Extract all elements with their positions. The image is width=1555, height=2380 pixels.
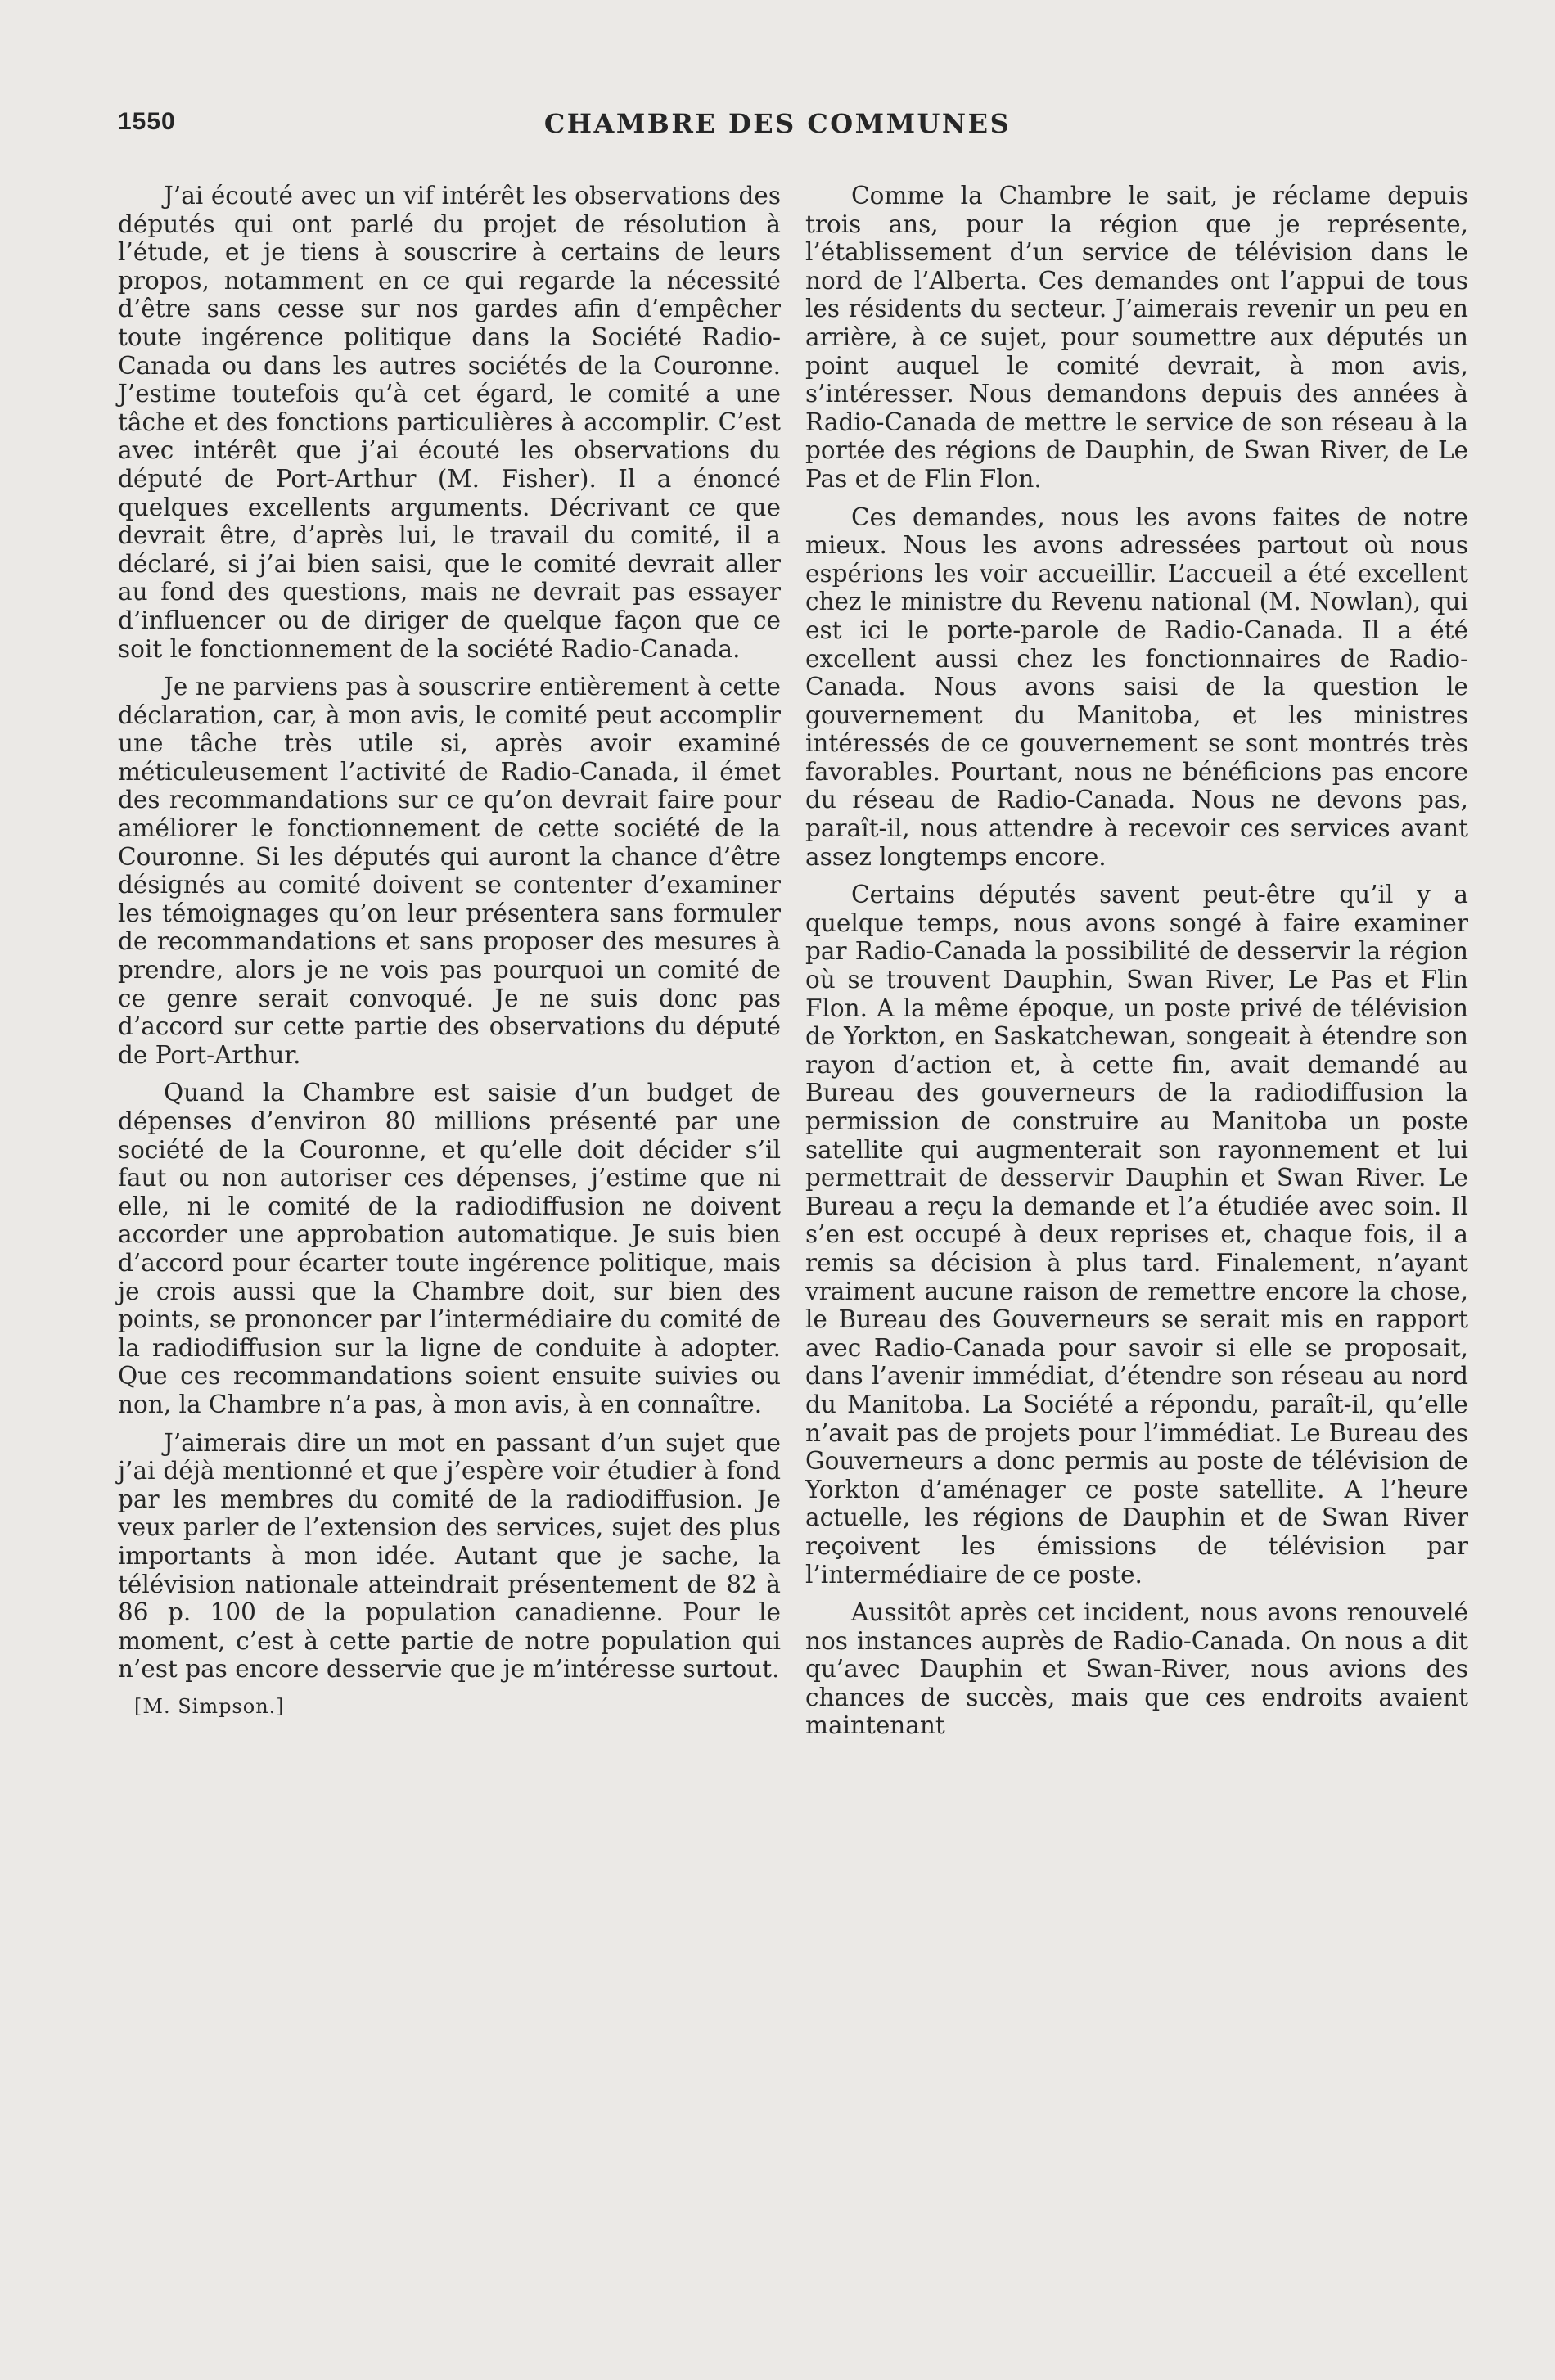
page-number: 1550 — [118, 108, 176, 135]
paragraph: Quand la Chambre est saisie d’un budget de dépenses d’environ 80 millions présenté par une société de la Couronne, et qu’elle doit décider s’il faut ou non autoriser ces dépenses, j’estime que ni elle, ni le comité de la radiodiffusion ne doivent accorder une approbation automatique. Je suis bien d’accord pour écarter toute ingérence politique, mais je crois aussi que la Chambre doit, sur bien des points, se prononcer par l’intermédiaire du comité de la radiodiffusion sur la ligne de conduite à adopter. Que ces recommandations soient ensuite suivies ou non, la Chambre n’a pas, à mon avis, à en connaître. — [118, 1079, 781, 1418]
right-column — [805, 182, 1468, 1750]
paragraph: Je ne parviens pas à souscrire entièrement à cette déclaration, car, à mon avis, le comité peut accomplir une tâche très utile si, après avoir examiné méticuleusement l’activité de Radio-Canada, il émet des recommandations sur ce qu’on devrait faire pour améliorer le fonctionnement de cette société de la Couronne. Si les députés qui auront la chance d’être désignés au comité doivent se contenter d’examiner les témoignages qu’on leur présentera sans formuler de recommandations et sans proposer des mesures à prendre, alors je ne vois pas pourquoi un comité de ce genre serait convoqué. Je ne suis donc pas d’accord sur cette partie des observations du député de Port-Arthur. — [118, 673, 781, 1069]
paragraph: Ces demandes, nous les avons faites de notre mieux. Nous les avons adressées partout où nous espérions les voir accueillir. L’accueil a été excellent chez le ministre du Revenu national (M. Nowlan), qui est ici le porte-parole de Radio-Canada. Il a été excellent aussi chez les fonctionnaires de Radio-Canada. Nous avons saisi de la question le gouvernement du Manitoba, et les ministres intéressés de ce gouvernement se sont montrés très favorables. Pourtant, nous ne bénéficions pas encore du réseau de Radio-Canada. Nous ne devons pas, paraît-il, nous attendre à recevoir ces services avant assez longtemps encore. — [805, 503, 1468, 871]
running-header — [0, 108, 1555, 147]
header-title: CHAMBRE DES COMMUNES — [543, 108, 1012, 139]
paragraph: Comme la Chambre le sait, je réclame depuis trois ans, pour la région que je représente, l’établissement d’un service de télévision dans le nord de l’Alberta. Ces demandes ont l’appui de tous les résidents du secteur. J’aimerais revenir un peu en arrière, à ce sujet, pour soumettre aux députés un point auquel le comité devrait, à mon avis, s’intéresser. Nous demandons depuis des années à Radio-Canada de mettre le service de son réseau à la portée des régions de Dauphin, de Swan River, de Le Pas et de Flin Flon. — [805, 182, 1468, 493]
speaker-note: [M. Simpson.] — [134, 1694, 285, 1718]
paragraph: Aussitôt après cet incident, nous avons renouvelé nos instances auprès de Radio-Canada. On nous a dit qu’avec Dauphin et Swan-River, nous avions des chances de succès, mais que ces endroits avaient maintenant — [805, 1598, 1468, 1740]
paragraph: Certains députés savent peut-être qu’il y a quelque temps, nous avons songé à faire examiner par Radio-Canada la possibilité de desservir la région où se trouvent Dauphin, Swan River, Le Pas et Flin Flon. A la même époque, un poste privé de télévision de Yorkton, en Saskatchewan, songeait à étendre son rayon d’action et, à cette fin, avait demandé au Bureau des gouverneurs de la radiodiffusion la permission de construire au Manitoba un poste satellite qui augmenterait son rayonnement et lui permettrait de desservir Dauphin et Swan River. Le Bureau a reçu la demande et l’a étudiée avec soin. Il s’en est occupé à deux reprises et, chaque fois, il a remis sa décision à plus tard. Finalement, n’ayant vraiment aucune raison de remettre encore la chose, le Bureau des Gouverneurs se serait mis en rapport avec Radio-Canada pour savoir si elle se proposait, dans l’avenir immédiat, d’étendre son réseau au nord du Manitoba. La Société a répondu, paraît-il, qu’elle n’avait pas de projets pour l’immédiat. Le Bureau des Gouverneurs a donc permis au poste de télévision de Yorkton d’aménager ce poste satellite. A l’heure actuelle, les régions de Dauphin et de Swan River reçoivent les émissions de télévision par l’intermédiaire de ce poste. — [805, 881, 1468, 1589]
paragraph: J’ai écouté avec un vif intérêt les observations des députés qui ont parlé du projet de résolution à l’étude, et je tiens à souscrire à certains de leurs propos, notamment en ce qui regarde la nécessité d’être sans cesse sur nos gardes afin d’empêcher toute ingérence politique dans la Société Radio-Canada ou dans les autres sociétés de la Couronne. J’estime toutefois qu’à cet égard, le comité a une tâche et des fonctions particulières à accomplir. C’est avec intérêt que j’ai écouté les observations du député de Port-Arthur (M. Fisher). Il a énoncé quelques excellents arguments. Décrivant ce que devrait être, d’après lui, le travail du comité, il a déclaré, si j’ai bien saisi, que le comité devrait aller au fond des questions, mais ne devrait pas essayer d’influencer ou de diriger de quelque façon que ce soit le fonctionnement de la société Radio-Canada. — [118, 182, 781, 663]
paragraph: J’aimerais dire un mot en passant d’un sujet que j’ai déjà mentionné et que j’espère voir étudier à fond par les membres du comité de la radiodiffusion. Je veux parler de l’extension des services, sujet des plus importants à mon idée. Autant que je sache, la télévision nationale atteindrait présentement de 82 à 86 p. 100 de la population canadienne. Pour le moment, c’est à cette partie de notre population qui n’est pas encore desservie que je m’intéresse surtout. — [118, 1428, 781, 1684]
left-column — [118, 182, 781, 1718]
